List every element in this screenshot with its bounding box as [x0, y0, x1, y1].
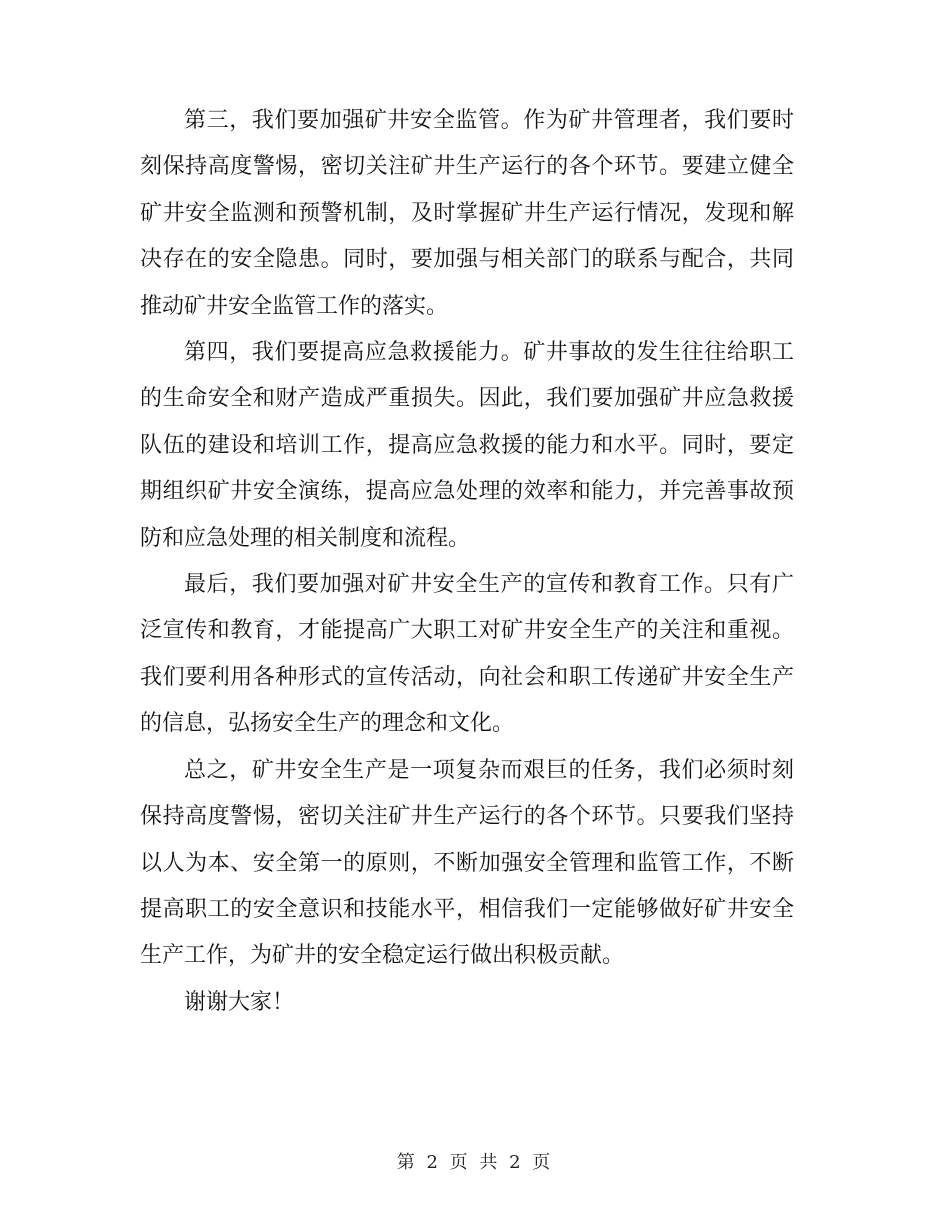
page-number-footer: 第 2 页 共 2 页 [396, 1152, 554, 1173]
paragraph-thanks: 谢谢大家！ [184, 989, 295, 1015]
document-body [140, 98, 794, 1026]
paragraph-supervision: 第三，我们要加强矿井安全监管。作为矿井管理者，我们要时刻保持高度警惕，密切关注矿井生产运行的各个环节。要建立健全矿井安全监测和预警机制，及时掌握矿井生产运行情况，发现和解决存在的安全隐患。同时，要加强与相关部门的联系与配合，共同推动矿井安全监管工作的落实。 [140, 108, 794, 319]
paragraph-publicity-education: 最后，我们要加强对矿井安全生产的宣传和教育工作。只有广泛宣传和教育，才能提高广大职工对矿井安全生产的关注和重视。我们要利用各种形式的宣传活动，向社会和职工传递矿井安全生产的信息，弘扬安全生产的理念和文化。 [140, 572, 794, 737]
paragraph-emergency-rescue: 第四，我们要提高应急救援能力。矿井事故的发生往往给职工的生命安全和财产造成严重损失。因此，我们要加强矿井应急救援队伍的建设和培训工作，提高应急救援的能力和水平。同时，要定期组织矿井安全演练，提高应急处理的效率和能力，并完善事故预防和应急处理的相关制度和流程。 [140, 340, 794, 551]
paragraph-conclusion: 总之，矿井安全生产是一项复杂而艰巨的任务，我们必须时刻保持高度警惕，密切关注矿井生产运行的各个环节。只要我们坚持以人为本、安全第一的原则，不断加强安全管理和监管工作，不断提高职工的安全意识和技能水平，相信我们一定能够做好矿井安全生产工作，为矿井的安全稳定运行做出积极贡献。 [140, 757, 794, 969]
